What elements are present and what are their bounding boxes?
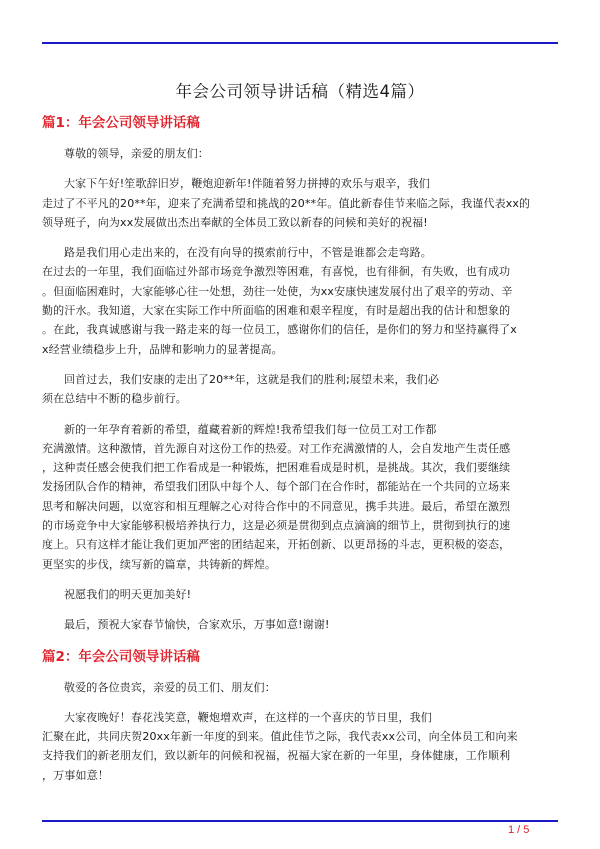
header-rule: [42, 42, 558, 44]
text-line: 领导班子，向为xx发展做出杰出奉献的全体员工致以新春的问候和美好的祝福!: [42, 215, 428, 229]
text-line: 须在总结中不断的稳步前行。: [42, 392, 187, 406]
paragraph: [42, 585, 558, 604]
text-line: 大家夜晚好！春花浅笑意，鞭炮增欢声，在这样的一个喜庆的节日里，我们: [64, 710, 432, 724]
paragraph: [42, 370, 558, 409]
text-line: x经营业绩稳步上升，品牌和影响力的显著提高。: [42, 342, 283, 356]
page-number: 1 / 5: [508, 824, 530, 836]
text-line: 回首过去，我们安康的走出了20**年，这就是我们的胜利;展望未来，我们必: [64, 372, 440, 386]
text-line: ，万事如意！: [42, 768, 109, 782]
document-title: 年会公司领导讲话稿（精选4篇）: [175, 82, 425, 101]
text-line: 发扬团队合作的精神，希望我们团队中每个人、每个部门在合作时，都能站在一个共同的立场来: [42, 480, 511, 494]
text-line: 路是我们用心走出来的，在没有向导的摸索前行中，不管是谁都会走弯路。: [64, 246, 432, 260]
paragraph: [42, 243, 558, 359]
paragraph: [42, 708, 558, 785]
text-line: 更坚实的步伐，续写新的篇章，共铸新的辉煌。: [42, 557, 277, 571]
text-line: 大家下午好!笙歌辞旧岁，鞭炮迎新年!伴随着努力拼搏的欢乐与艰辛，我们: [64, 177, 430, 191]
footer-rule: [42, 820, 558, 822]
paragraph-closing: [42, 615, 558, 634]
text-line: 的市场竞争中大家能够积极培养执行力，这是必须是贯彻到点点滴滴的细节上，贯彻到执行的速: [42, 519, 511, 533]
text-line: 尊敬的领导，亲爱的朋友们：: [64, 147, 209, 160]
text-line: 最后，预祝大家春节愉快，合家欢乐，万事如意!谢谢!: [64, 618, 330, 632]
document-body: [42, 112, 558, 796]
text-line: 充满激情。这种激情，首先源自对这份工作的热爱。对工作充满激情的人，会自发地产生责任感: [42, 441, 511, 455]
text-line: ，这种责任感会使我们把工作看成是一种锻炼，把困难看成是时机，是挑战。其次，我们要继续: [42, 461, 511, 475]
text-line: 度上。只有这样才能让我们更加严密的团结起来，开拓创新、以更昂扬的斗志，更积极的姿态，: [42, 538, 511, 552]
text-line: 走过了不平凡的20**年，迎来了充满希望和挑战的20**年。值此新春佳节来临之际，我谨代表xx的: [42, 196, 531, 210]
text-line: 新的一年孕育着新的希望，蕴藏着新的辉煌!我希望我们每一位员工对工作都: [64, 422, 437, 436]
text-line: 。在此，我真诚感谢与我一路走来的每一位员工，感谢你们的信任，是你们的努力和坚持赢得了x: [42, 323, 517, 337]
text-line: 支持我们的新老朋友们，致以新年的问候和祝福，祝福大家在新的一年里，身体健康，工作顺利: [42, 749, 511, 763]
section-heading: 篇2：年会公司领导讲话稿: [42, 648, 200, 665]
text-line: 在过去的一年里，我们面临过外部市场竞争激烈等困难，有喜悦，也有徘徊，有失败，也有成功: [42, 265, 511, 279]
text-line: 汇聚在此，共同庆贺20xx年新一年度的到来。值此佳节之际，我代表xx公司，向全体员工和向来: [42, 730, 518, 744]
section-heading: 篇1：年会公司领导讲话稿: [42, 115, 200, 131]
text-line: 勤的汗水。我知道，大家在实际工作中所面临的困难和艰辛程度，有时是超出我的估计和想象的: [42, 304, 511, 318]
paragraph-salutation: [42, 678, 558, 697]
text-line: 祝愿我们的明天更加美好!: [64, 587, 192, 601]
paragraph: [42, 420, 558, 574]
text-line: 敬爱的各位贵宾，亲爱的员工们、朋友们：: [64, 680, 276, 694]
text-line: 。但面临困难时，大家能够心往一处想，劲往一处使，为xx安康快速发展付出了艰辛的劳动、辛: [42, 284, 513, 298]
section-2: [42, 646, 558, 785]
text-line: 思考和解决问题，以宽容和相互理解之心对待合作中的不同意见，携手共进。最后，希望在激烈: [42, 499, 511, 513]
paragraph: [42, 174, 558, 232]
section-1: [42, 112, 558, 635]
paragraph-salutation: [42, 144, 558, 163]
